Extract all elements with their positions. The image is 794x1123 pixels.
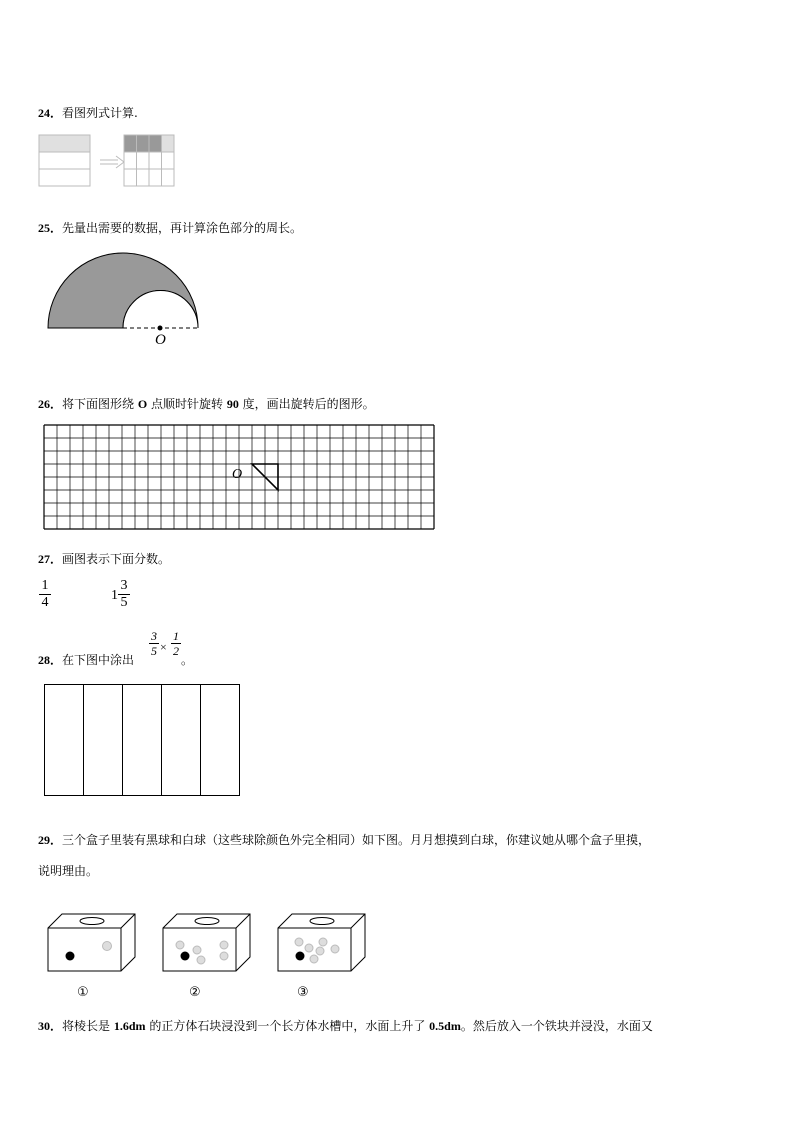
question-number: 25 (38, 221, 50, 235)
fraction-one-quarter: 1 4 (38, 578, 52, 611)
box-label-3: ③ (297, 985, 309, 1000)
question-29: 29．三个盒子里装有黑球和白球（这些球除颜色外完全相同）如下图。月月想摸到白球，你建议她从哪个盒子里摸， (38, 833, 651, 847)
question-30: 30．将棱长是 1.6dm 的正方体石块浸没到一个长方体水槽中，水面上升了 0.5dm。然后放入一个铁块并浸没，水面又 (38, 1019, 653, 1033)
rotation-point-label: O (232, 467, 243, 482)
question-29-line2: 说明理由。 (38, 864, 99, 878)
ball-box-2 (162, 913, 254, 973)
mixed-number-fraction: 3 5 (117, 578, 131, 611)
box-label-1: ① (77, 985, 89, 1000)
question-25: 25．先量出需要的数据，再计算涂色部分的周长。 (38, 221, 303, 235)
question-number: 29 (38, 833, 50, 847)
center-label-o: O (155, 332, 166, 348)
figure-semicircle-shaded (46, 252, 206, 348)
question-text: 画图表示下面分数。 (62, 552, 171, 566)
ball-box-3 (277, 913, 369, 973)
question-number: 24 (38, 106, 50, 120)
question-number: 30 (38, 1019, 50, 1033)
expr-fraction-1: 3 5 (151, 629, 157, 658)
five-column-rectangle (44, 684, 242, 798)
question-number: 28 (38, 653, 50, 667)
expr-suffix: 。 (181, 653, 194, 667)
question-27: 27．画图表示下面分数。 (38, 552, 171, 566)
question-26: 26．将下面图形绕 O 点顺时针旋转 90 度，画出旋转后的图形。 (38, 397, 375, 411)
question-text: 看图列式计算. (62, 106, 138, 120)
mixed-number-whole: 1 (111, 588, 118, 603)
question-24: 24．看图列式计算. (38, 106, 138, 120)
question-28: 28．在下图中涂出 (38, 653, 135, 667)
ball-box-1 (47, 913, 139, 973)
question-number: 26 (38, 397, 50, 411)
question-text: 先量出需要的数据，再计算涂色部分的周长。 (62, 221, 303, 235)
box-label-2: ② (189, 985, 201, 1000)
expr-operator: × (160, 640, 167, 654)
question-text-line1: 三个盒子里装有黑球和白球（这些球除颜色外完全相同）如下图。月月想摸到白球，你建议她从哪个盒子里摸， (62, 833, 651, 847)
figure-fraction-rectangles (38, 134, 178, 188)
expr-fraction-2: 1 2 (173, 629, 179, 658)
question-number: 27 (38, 552, 50, 566)
